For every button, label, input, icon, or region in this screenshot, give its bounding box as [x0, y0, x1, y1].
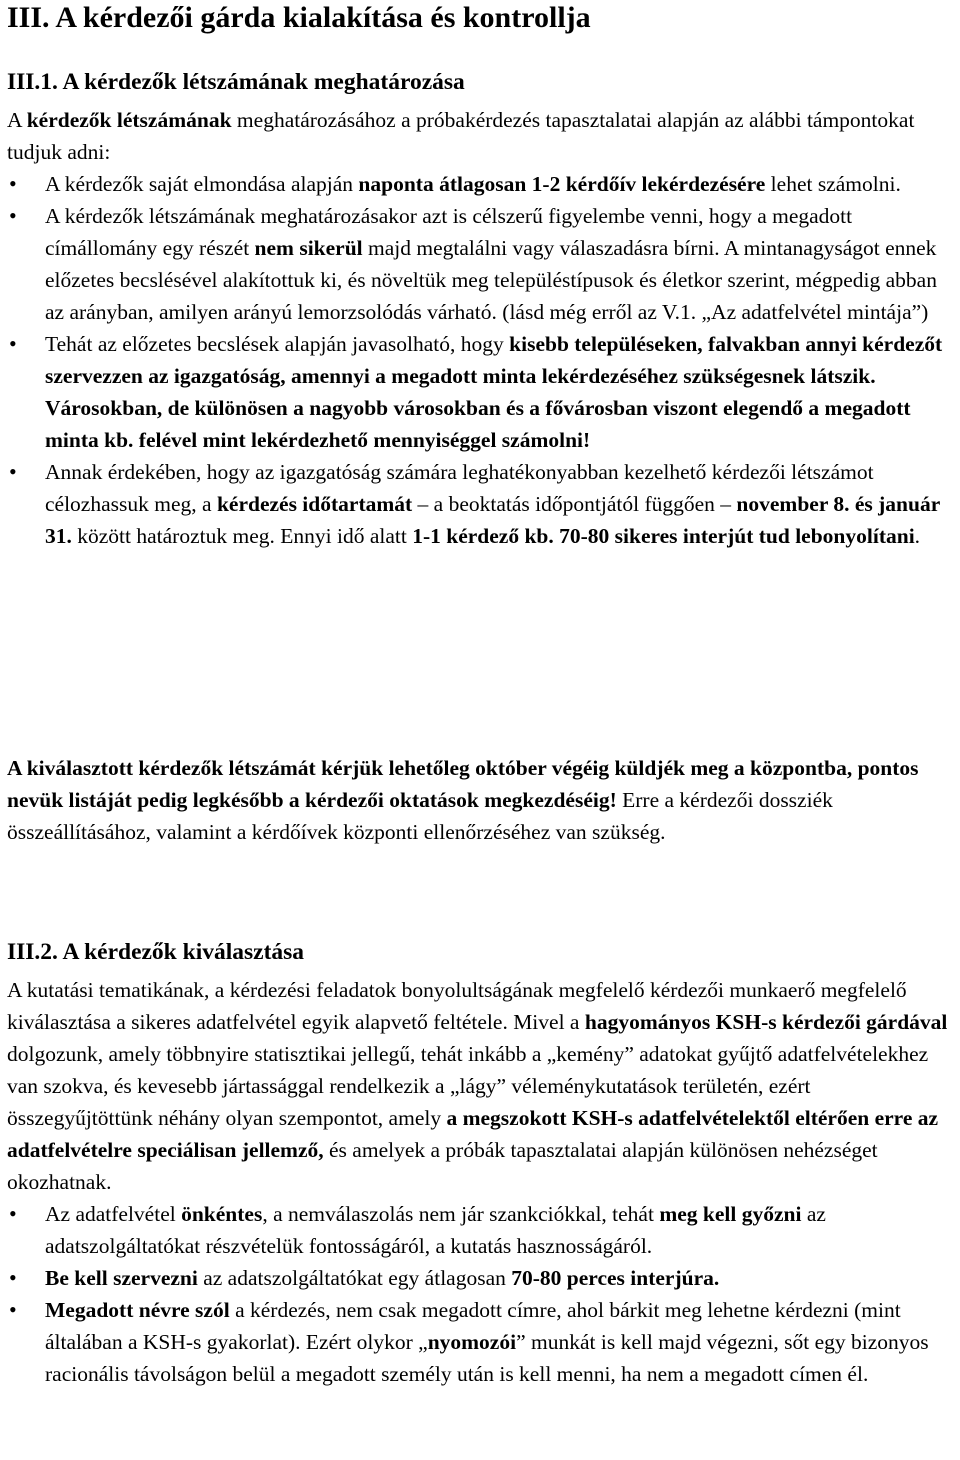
section-1-bullet-list — [7, 168, 957, 552]
bold-text-run: meg kell győzni — [659, 1202, 802, 1226]
bold-text-run: november 8. és január 31. — [45, 492, 940, 548]
text-run: az adatszolgáltatókat részvételük fontosságáról, a kutatás hasznosságáról. — [45, 1202, 826, 1258]
text-run: lehet számolni. — [765, 172, 901, 196]
page-title: III. A kérdezői gárda kialakítása és kontrollja — [7, 1, 591, 34]
bold-text-run: Megadott névre szól — [45, 1298, 230, 1322]
section-heading-2: III.2. A kérdezők kiválasztása — [7, 939, 305, 965]
bold-text-run: a megszokott KSH-s adatfelvételektől eltérően erre az adatfelvételre speciálisan jellemző, — [7, 1106, 939, 1162]
text-run: A kérdezők saját elmondása alapján — [45, 172, 359, 196]
bold-text-run: kérdezés időtartamát — [216, 492, 413, 516]
text-run: és amelyek a próbák tapasztalatai alapján különösen nehézséget okozhatnak. — [7, 1138, 878, 1194]
text-run: majd megtalálni vagy válaszadásra bírni. A mintanagyságot ennek előzetes becslésével alakítottuk ki, és növeltük meg településtípusok és életkor szerint, mégpedig abban az arányban, amilyen arányú lemorzsolódás várható. (lásd még erről az V.1. „Az adatfelvétel mintája”) — [45, 236, 937, 324]
section-1-body — [7, 104, 957, 552]
section-1-closing — [7, 752, 957, 848]
bold-text-run: kérdezők létszámának — [26, 108, 232, 132]
text-run: A kutatási tematikának, a kérdezési feladatok bonyolultságának megfelelő kérdezői munkaerő megfelelő kiválasztása a sikeres adatfelvétel egyik alapvető feltétele. Mivel a — [7, 978, 907, 1034]
bold-text-run: nyomozói — [427, 1330, 517, 1354]
section-1-closing-block — [7, 752, 957, 848]
text-run: ” munkát is kell majd végezni, sőt egy bizonyos racionális távolságon belül a megadott személy után is kell menni, ha nem a megadott címen él. — [45, 1330, 929, 1386]
text-run: Az adatfelvétel — [45, 1202, 182, 1226]
text-run: Annak érdekében, hogy az igazgatóság számára leghatékonyabban kezelhető kérdezői létszámot célozhassuk meg, a — [45, 460, 874, 516]
bold-text-run: 70-80 perces interjúra. — [511, 1266, 720, 1290]
section-2-body — [7, 974, 957, 1390]
bullet-item — [7, 168, 957, 200]
bullet-item — [7, 1294, 957, 1390]
bold-text-run: önkéntes — [181, 1202, 263, 1226]
section-2-bullet-list — [7, 1198, 957, 1390]
bold-text-run: naponta átlagosan 1-2 kérdőív lekérdezésére — [358, 172, 766, 196]
bullet-item — [7, 1198, 957, 1262]
text-run: , a nemválaszolás nem jár szankciókkal, tehát — [262, 1202, 660, 1226]
bold-text-run: Be kell szervezni — [45, 1266, 198, 1290]
bold-text-run: 1-1 kérdező kb. 70-80 sikeres interjút tud lebonyolítani — [412, 524, 915, 548]
bullet-item — [7, 1262, 957, 1294]
bold-text-run: hagyományos KSH-s kérdezői gárdával — [584, 1010, 948, 1034]
bold-text-run: A kiválasztott kérdezők létszámát kérjük lehetőleg október végéig küldjék meg a központba, pontos nevük listáját pedig legkésőbb a kérdezői oktatások megkezdéséig! — [7, 756, 919, 812]
text-run: . — [914, 524, 921, 548]
bullet-item — [7, 200, 957, 328]
section-2-intro — [7, 974, 957, 1198]
text-run: dolgozunk, amely többnyire statisztikai jellegű, tehát inkább a „kemény” adatokat gyűjtő adatfelvételekhez van szokva, és kevesebb jártassággal rendelkezik a „lágy” véleménykutatások területén, ezért összegyűjtöttünk néhány olyan szempontot, amely — [7, 1042, 929, 1130]
text-run: a kérdezés, nem csak megadott címre, ahol bárkit meg lehetne kérdezni (mint általában a KSH-s gyakorlat). Ezért olykor „ — [45, 1298, 901, 1354]
text-run: között határoztuk meg. Ennyi idő alatt — [71, 524, 413, 548]
text-run: Tehát az előzetes becslések alapján javasolható, hogy — [45, 332, 510, 356]
bullet-item — [7, 328, 957, 456]
text-run: Erre a kérdezői dossziék összeállításához, valamint a kérdőívek központi ellenőrzéséhez van szükség. — [7, 788, 833, 844]
text-run: A kérdezők létszámának meghatározásakor azt is célszerű figyelembe venni, hogy a megadott címállomány egy részét — [45, 204, 853, 260]
bold-text-run: nem sikerül — [254, 236, 363, 260]
text-run: az adatszolgáltatókat egy átlagosan — [197, 1266, 512, 1290]
bullet-item — [7, 456, 957, 552]
text-run: meghatározásához a próbakérdezés tapasztalatai alapján az alábbi támpontokat tudjuk adni: — [7, 108, 915, 164]
section-heading-1: III.1. A kérdezők létszámának meghatározása — [7, 69, 465, 95]
text-run: A — [7, 108, 27, 132]
section-1-intro — [7, 104, 957, 168]
bold-text-run: kisebb településeken, falvakban annyi kérdezőt szervezzen az igazgatóság, amennyi a megadott minta lekérdezéséhez szükségesnek látszik. Városokban, de különösen a nagyobb városokban és a fővárosban viszont elegendő a megadott minta kb. felével mint lekérdezhető mennyiséggel számolni! — [45, 332, 943, 452]
text-run: – a beoktatás időpontjától függően – — [412, 492, 737, 516]
